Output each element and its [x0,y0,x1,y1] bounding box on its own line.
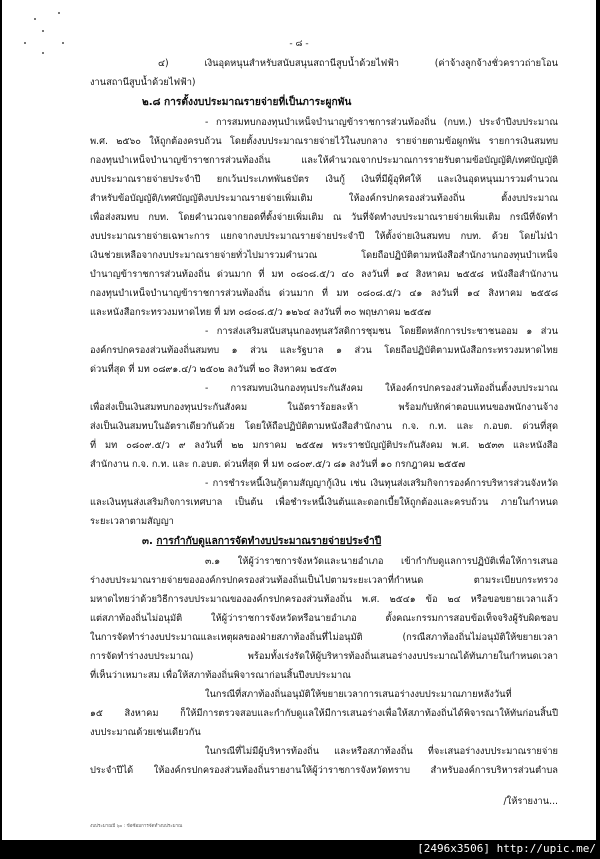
text-line: พ.ศ. ๒๕๖๐ ให้ถูกต้องครบถ้วน โดยตั้งงบประมาณรายจ่ายไว้ในงบกลาง รายจ่ายตามข้อผูกพัน รายการเงินสมทบ [90,136,558,147]
text-line: - การสมทบเงินกองทุนประกันสังคม ให้องค์กรปกครองส่วนท้องถิ่นตั้งงบประมาณ [205,383,558,394]
text-line: ๑๕ สิงหาคม ก็ให้มีการตรวจสอบและกำกับดูแลให้มีการเสนอร่างเพื่อให้สภาท้องถิ่นได้พิจารณาให้ทันก่อนสิ้นปี [90,708,558,719]
paragraph [90,54,558,92]
continuation-marker: /ให้รายงาน... [503,796,558,807]
text-line: เงินช่วยเหลือจากงบประมาณรายจ่ายทั่วไปมารวมคำนวณ โดยถือปฏิบัติตามหนังสือสำนักงานกองทุนบำเหน็จ [90,250,558,261]
text-line: - การสมทบกองทุนบำเหน็จบำนาญข้าราชการส่วนท้องถิ่น (กบท.) ประจำปีงบประมาณ [205,117,558,128]
text-line: ส่งเป็นเงินสมทบในอัตราเดียวกันด้วย โดยให้ถือปฏิบัติตามหนังสือสำนักงาน ก.จ. ก.ท. และ ก.อบต. ด่วนที่สุด [90,421,558,432]
text-line: งานสถานีสูบน้ำด้วยไฟฟ้า) [90,77,196,88]
text-line: - การส่งเสริมสนับสนุนกองทุนสวัสดิการชุมชน โดยยึดหลักการประชาชนออม ๑ ส่วน [205,326,558,337]
text-line: - การชำระหนี้เงินกู้ตามสัญญากู้เงิน เช่น เงินทุนส่งเสริมกิจการองค์การบริหารส่วนจังหวัด [205,478,558,489]
paragraph [90,474,558,531]
text-line: บำนาญข้าราชการส่วนท้องถิ่น ด่วนมาก ที่ มท ๐๘๐๘.๕/ว ๔๐ ลงวันที่ ๑๔ สิงหาคม ๒๕๕๘ หนังสือสำนักงาน [90,269,558,280]
text-line: ที่ มท ๐๘๐๙.๕/ว ๙ ลงวันที่ ๒๒ มกราคม ๒๕๕๗ พระราชบัญญัติประกันสังคม พ.ศ. ๒๕๓๓ และหนังสือ [90,440,558,451]
paragraph [90,322,558,379]
text-line: กองทุนบำเหน็จบำนาญข้าราชการส่วนท้องถิ่น ด่วนมาก ที่ มท ๐๘๐๘.๕/ว ๔๑ ลงวันที่ ๑๔ สิงหาคม ๒๕๕๘ [90,288,558,299]
text-line: ๔) เงินอุดหนุนสำหรับสนับสนุนสถานีสูบน้ำด้วยไฟฟ้า (ค่าจ้างลูกจ้างชั่วคราวถ่ายโอน [158,58,558,69]
text-line: เพื่อส่งสมทบ กบท. โดยคำนวณจากยอดที่ตั้งจ่ายเพิ่มเติม ณ วันที่จัดทำงบประมาณรายจ่ายเพิ่มเติม กรณีที่จัดทำ [90,212,558,223]
section-heading-text: การกำกับดูแลการจัดทำงบประมาณรายจ่ายประจำปี [156,536,382,547]
text-line: งบประมาณด้วยเช่นเดียวกัน [90,727,201,738]
text-line: ที่เห็นว่าเหมาะสม เพื่อให้สภาท้องถิ่นพิจารณาก่อนสิ้นปีงบประมาณ [90,670,351,681]
text-line: กองทุนบำเหน็จบำนาญข้าราชการส่วนท้องถิ่น และให้คำนวณจากประมาณการรายรับตามข้อบัญญัติ/เทศบัญญัติ [90,155,558,166]
document-body [90,54,558,811]
text-line: สำหรับข้อบัญญัติ/เทศบัญญัติงบประมาณรายจ่ายเพิ่มเติม ให้องค์กรปกครองส่วนท้องถิ่น ตั้งงบประมาณ [90,193,558,204]
section-heading-text: ๒.๘ การตั้งงบประมาณรายจ่ายที่เป็นภาระผูกพัน [142,97,352,108]
section-number: ๓. [142,536,157,547]
text-line: งบประมาณรายจ่ายประจำปี ยกเว้นประเภทพันธบัตร เงินกู้ เงินที่มีผู้อุทิศให้ และเงินอุดหนุนมารวมคำนวณ [90,174,558,185]
text-line: และหนังสือกระทรวงมหาดไทย ที่ มท ๐๘๐๘.๕/ว ๑๒๖๔ ลงวันที่ ๓๐ พฤษภาคม ๒๕๕๗ [90,307,432,318]
page-number: - ๘ - [289,39,309,49]
footer-note: งบประมาณปี ๖๐ : ข้อซ้อมการจัดทำงบประมาณ [90,824,183,829]
paragraph [90,379,558,474]
text-line: งบประมาณรายจ่ายเฉพาะการ แยกจากงบประมาณรายจ่ายประจำปี ให้ตั้งจ่ายเงินสมทบ กบท. ด้วย โดยไม่นำ [90,231,558,242]
document-page [2,0,596,840]
text-line: ด่วนที่สุด ที่ มท ๐๘๙๑.๔/ว ๒๕๐๒ ลงวันที่ ๒๐ สิงหาคม ๒๕๕๓ [90,364,337,375]
text-line: ในกรณีที่ไม่มีผู้บริหารท้องถิ่น และหรือสภาท้องถิ่น ที่จะเสนอร่างงบประมาณรายจ่าย [205,746,558,757]
text-line: ๓.๑ ให้ผู้ว่าราชการจังหวัดและนายอำเภอ เข้ากำกับดูแลการปฏิบัติเพื่อให้การเสนอ [205,556,558,567]
text-line: องค์กรปกครองส่วนท้องถิ่นสมทบ ๑ ส่วน และรัฐบาล ๑ ส่วน โดยถือปฏิบัติตามหนังสือกระทรวงมหาดไทย [90,345,558,356]
text-line: และเงินทุนส่งเสริมกิจการเทศบาล เป็นต้น เพื่อชำระหนี้เงินต้นและดอกเบี้ยให้ถูกต้องและครบถ้วน ภายในกำหนด [90,497,558,508]
paragraph [90,552,558,685]
text-line: ในการจัดทำร่างงบประมาณและเหตุผลของฝ่ายสภาท้องถิ่นที่ไม่อนุมัติ (กรณีสภาท้องถิ่นไม่อนุมัติให้ขยายเวลา [90,632,558,643]
text-line: ร่างงบประมาณรายจ่ายขององค์กรปกครองส่วนท้องถิ่นเป็นไปตามระยะเวลาที่กำหนด ตามระเบียบกระทรวง [90,575,558,586]
section-heading [90,531,558,552]
paragraph [90,742,558,780]
section-heading [90,92,558,113]
paragraph [90,113,558,322]
text-line: สำนักงาน ก.จ. ก.ท. และ ก.อบต. ด่วนที่สุด ที่ มท ๐๘๐๙.๕/ว ๘๑ ลงวันที่ ๑๐ กรกฎาคม ๒๕๕๗ [90,459,466,470]
text-line: การจัดทำร่างงบประมาณ) พร้อมทั้งเร่งรัดให้ผู้บริหารท้องถิ่นเสนอร่างงบประมาณได้ทันภายในกำหนดเวลา [90,651,558,662]
text-line: เพื่อส่งเป็นเงินสมทบกองทุนประกันสังคม ในอัตราร้อยละห้า พร้อมกับหักค่าตอบแทนของพนักงานจ้าง [90,402,558,413]
image-size-watermark: [2496x3506] http://upic.me/ [417,842,596,855]
text-line: ประจำปีได้ ให้องค์กรปกครองส่วนท้องถิ่นรายงานให้ผู้ว่าราชการจังหวัดทราบ สำหรับองค์การบริหารส่วนตำบล [90,765,558,776]
text-line: แต่สภาท้องถิ่นไม่อนุมัติ ให้ผู้ว่าราชการจังหวัดหรือนายอำเภอ ตั้งคณะกรรมการสอบข้อเท็จจริงผู้รับผิดชอบ [90,613,558,624]
text-line: มหาดไทยว่าด้วยวิธีการงบประมาณขององค์กรปกครองส่วนท้องถิ่น พ.ศ. ๒๕๔๑ ข้อ ๒๔ หรือขอขยายเวลาแล้ว [90,594,558,605]
text-line: ในกรณีที่สภาท้องถิ่นอนุมัติให้ขยายเวลาการเสนอร่างงบประมาณภายหลังวันที่ [205,689,512,700]
paragraph [90,685,558,742]
text-line: ระยะเวลาตามสัญญา [90,516,174,527]
